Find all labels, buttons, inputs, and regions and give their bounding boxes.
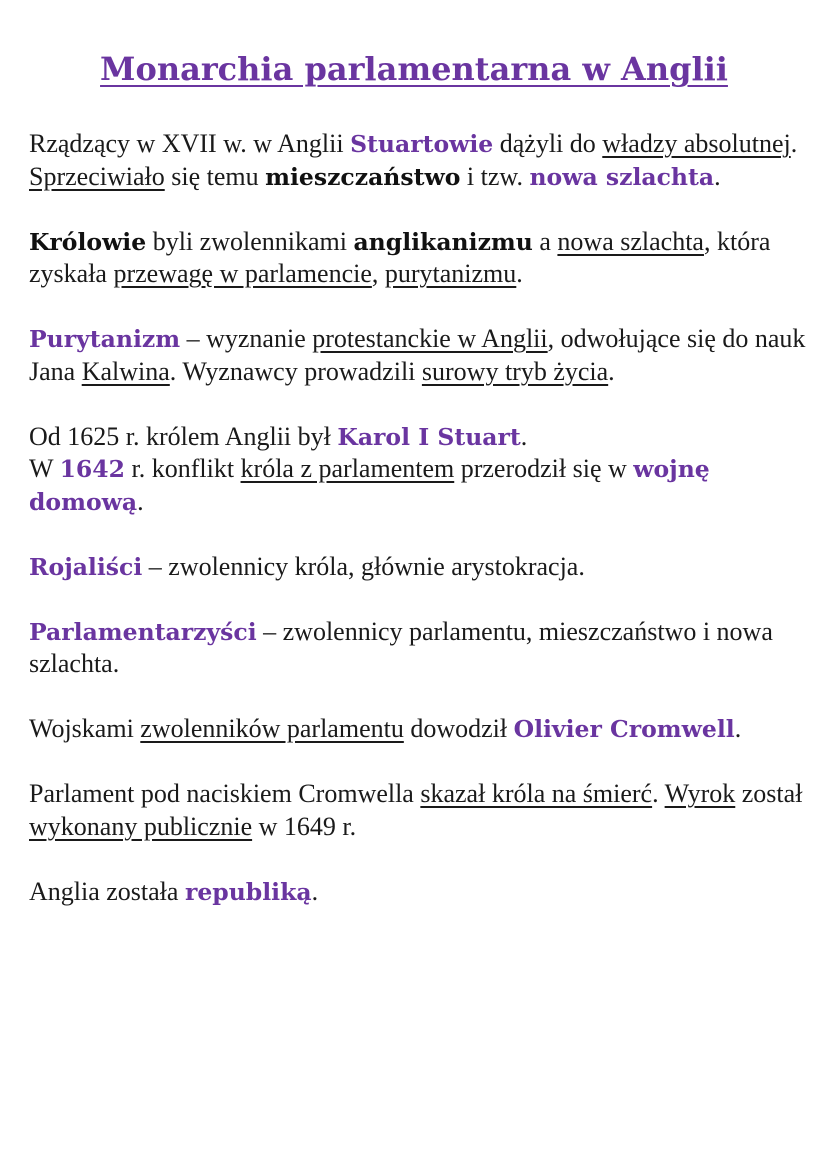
- term-krolowie: Królowie: [29, 227, 147, 256]
- term-parlamentarzysci: Parlamentarzyści: [29, 617, 257, 646]
- text: – zwolennicy króla, głównie arystokracja.: [142, 551, 585, 581]
- text: dążyli do: [493, 129, 603, 158]
- text: r. konflikt: [124, 454, 241, 483]
- paragraph-republic: [29, 876, 819, 909]
- text: . Wyznawcy prowadzili: [169, 356, 422, 386]
- text: w 1649 r.: [252, 811, 357, 841]
- underlined-skazal-krola: skazał króla na śmierć: [420, 779, 653, 808]
- underlined-wyrok: Wyrok: [664, 779, 736, 808]
- text: .: [520, 421, 528, 451]
- text: W: [29, 454, 60, 483]
- underlined-nowa-szlachta: nowa szlachta: [557, 226, 704, 256]
- term-karol-i-stuart: Karol I Stuart: [337, 422, 521, 451]
- text: – wyznanie: [180, 324, 313, 353]
- text: .: [311, 876, 319, 906]
- underlined-zwolennikow: zwolenników parlamentu: [140, 714, 404, 743]
- underlined-sprzeciwialo: Sprzeciwiało: [29, 161, 165, 191]
- underlined-krola-z-parlamentem: króla z parlamentem: [240, 454, 455, 483]
- text: Anglia została: [29, 876, 185, 906]
- paragraph-charles: [29, 421, 819, 519]
- text: się temu: [164, 161, 266, 191]
- term-rojalisci: Rojaliści: [29, 552, 143, 581]
- term-mieszczanstwo: mieszczaństwo: [265, 162, 461, 191]
- text: – zwolennicy parlamentu, mieszczaństwo i nowa szlachta.: [29, 616, 773, 678]
- text: .: [714, 161, 721, 191]
- paragraph-cromwell: [29, 713, 819, 746]
- underlined-surowy-tryb: surowy tryb życia: [421, 356, 609, 386]
- text: dowodził: [403, 714, 514, 743]
- text: .: [516, 259, 523, 288]
- text: przerodził się w: [454, 454, 634, 483]
- text: Parlament pod naciskiem Cromwella: [29, 779, 421, 808]
- paragraph-stuarts: [29, 128, 819, 193]
- text: byli zwolennikami: [146, 226, 354, 256]
- text: Od 1625 r. królem Anglii był: [29, 421, 338, 451]
- paragraph-kings: [29, 226, 819, 291]
- page-title: Monarchia parlamentarna w Anglii: [100, 50, 728, 88]
- term-stuartowie: Stuartowie: [350, 130, 494, 158]
- underlined-wykonany-publicznie: wykonany publicznie: [29, 811, 253, 841]
- underlined-wladzy-absolutnej: władzy absolutnej: [602, 129, 791, 158]
- text: .: [790, 129, 798, 158]
- text: a: [532, 226, 558, 256]
- term-republika: republiką: [184, 877, 312, 906]
- text: .: [652, 779, 665, 808]
- term-anglikanizmu: anglikanizmu: [353, 227, 533, 256]
- text: .: [734, 714, 742, 743]
- text: .: [608, 356, 615, 386]
- underlined-protestanckie: protestanckie w Anglii: [312, 324, 548, 353]
- paragraph-puritanism: [29, 323, 819, 388]
- text: .: [137, 486, 144, 516]
- underlined-purytanizmu: purytanizmu: [384, 259, 517, 288]
- text: , odwołujące się do nauk Jana: [29, 324, 806, 386]
- text: ,: [371, 259, 385, 288]
- paragraph-royalists: [29, 551, 819, 584]
- term-purytanizm: Purytanizm: [29, 325, 181, 353]
- text: , która zyskała: [29, 226, 771, 288]
- term-wojne-domowa: wojnę domową: [29, 455, 710, 516]
- underlined-kalwina: Kalwina: [81, 356, 170, 386]
- term-year-1642: 1642: [59, 455, 125, 483]
- text: Rządzący w XVII w. w Anglii: [29, 129, 351, 158]
- text: i tzw.: [460, 161, 530, 191]
- document-body: [29, 128, 819, 941]
- term-nowa-szlachta: nowa szlachta: [529, 162, 715, 191]
- paragraph-parliamentarians: [29, 616, 819, 681]
- term-olivier-cromwell: Olivier Cromwell: [513, 715, 735, 743]
- text: Wojskami: [29, 714, 141, 743]
- paragraph-execution: [29, 778, 819, 843]
- underlined-przewage: przewagę w parlamencie: [113, 259, 372, 288]
- text: został: [735, 779, 803, 808]
